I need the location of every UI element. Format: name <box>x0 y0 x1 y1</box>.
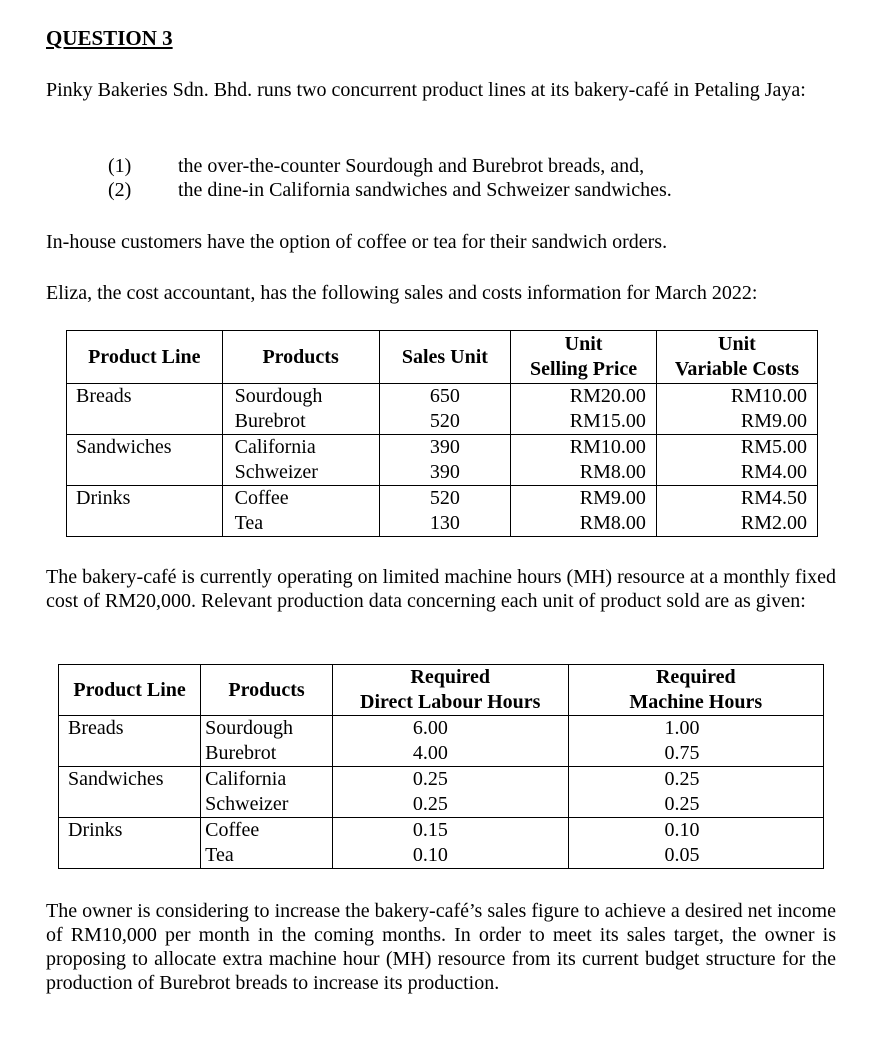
header-sales-unit: Sales Unit <box>379 331 511 384</box>
dlh-cell: 6.00 4.00 <box>332 716 568 767</box>
header-unit-variable-costs <box>656 331 817 384</box>
header-unit-selling-price <box>511 331 657 384</box>
inhouse-paragraph: In-house customers have the option of coffee or tea for their sandwich orders. <box>46 231 668 253</box>
header-products: Products <box>201 665 333 716</box>
header-line: Variable Costs <box>674 358 800 380</box>
price-cell: RM10.00 RM8.00 <box>511 435 657 486</box>
products-cell: Sourdough Burebrot <box>222 384 379 435</box>
product-line-cell: Drinks <box>67 486 223 537</box>
sales-cell: 520 130 <box>379 486 511 537</box>
table-row <box>67 486 818 537</box>
header-machine-hours <box>568 665 823 716</box>
header-direct-labour-hours <box>332 665 568 716</box>
header-line: Unit <box>564 333 603 355</box>
list-item <box>108 178 672 202</box>
table-row <box>59 716 824 767</box>
product-line-cell: Sandwiches <box>67 435 223 486</box>
question-heading: QUESTION 3 <box>46 26 173 50</box>
sales-cell: 390 390 <box>379 435 511 486</box>
eliza-paragraph: Eliza, the cost accountant, has the following sales and costs information for March 2022: <box>46 282 758 304</box>
list-number: (2) <box>108 179 132 201</box>
products-cell: Sourdough Burebrot <box>201 716 333 767</box>
list-item <box>108 154 644 178</box>
production-data-table <box>58 664 824 869</box>
header-products: Products <box>222 331 379 384</box>
intro-paragraph: Pinky Bakeries Sdn. Bhd. runs two concurrent product lines at its bakery-café in Petaling Jaya: <box>46 79 806 101</box>
cost-cell: RM5.00 RM4.00 <box>740 436 807 483</box>
products-cell: California Schweizer <box>222 435 379 486</box>
product-line-cell: Breads <box>67 384 223 435</box>
sales-cell: 650 520 <box>379 384 511 435</box>
table-row <box>67 384 818 435</box>
list-text: the over-the-counter Sourdough and Burebrot breads, and, <box>178 155 645 177</box>
header-line: Unit <box>718 333 756 355</box>
cost-cell: RM4.50 RM2.00 <box>740 487 807 534</box>
product-line-cell: Sandwiches <box>59 767 201 818</box>
product-line-cell: Breads <box>59 716 201 767</box>
dlh-cell: 0.15 0.10 <box>332 818 568 869</box>
table-header-row <box>67 331 818 384</box>
owner-paragraph: The owner is considering to increase the bakery-café’s sales figure to achieve a desired net income of RM10,000 per month in the coming months. In order to meet its sales target, the owner is proposing to allocate extra machine hour (MH) resource from its current budget structure for the production of Burebrot breads to increase its production. <box>46 900 836 994</box>
price-cell: RM9.00 RM8.00 <box>511 486 657 537</box>
header-product-line: Product Line <box>59 665 201 716</box>
mh-cell: 0.25 0.25 <box>664 768 700 815</box>
dlh-cell: 0.25 0.25 <box>332 767 568 818</box>
products-cell: Coffee Tea <box>201 818 333 869</box>
cost-cell: RM10.00 RM9.00 <box>730 385 807 432</box>
table-header-row <box>59 665 824 716</box>
header-line: Required <box>655 666 736 688</box>
sales-costs-table <box>66 330 818 537</box>
header-product-line: Product Line <box>67 331 223 384</box>
list-number: (1) <box>108 155 132 177</box>
header-line: Direct Labour Hours <box>360 691 541 713</box>
table-row <box>67 435 818 486</box>
mh-cell: 1.00 0.75 <box>664 717 700 764</box>
header-line: Machine Hours <box>629 691 763 713</box>
table-row <box>59 818 824 869</box>
product-line-cell: Drinks <box>59 818 201 869</box>
mh-cell: 0.10 0.05 <box>664 819 700 866</box>
list-text: the dine-in California sandwiches and Schweizer sandwiches. <box>178 179 672 201</box>
table-row <box>59 767 824 818</box>
header-line: Selling Price <box>529 358 638 380</box>
header-line: Required <box>410 666 491 688</box>
price-cell: RM20.00 RM15.00 <box>511 384 657 435</box>
products-cell: Coffee Tea <box>222 486 379 537</box>
products-cell: California Schweizer <box>201 767 333 818</box>
machine-hours-paragraph: The bakery-café is currently operating on limited machine hours (MH) resource at a monthly fixed cost of RM20,000. Relevant production data concerning each unit of product sold are as given: <box>46 566 836 612</box>
